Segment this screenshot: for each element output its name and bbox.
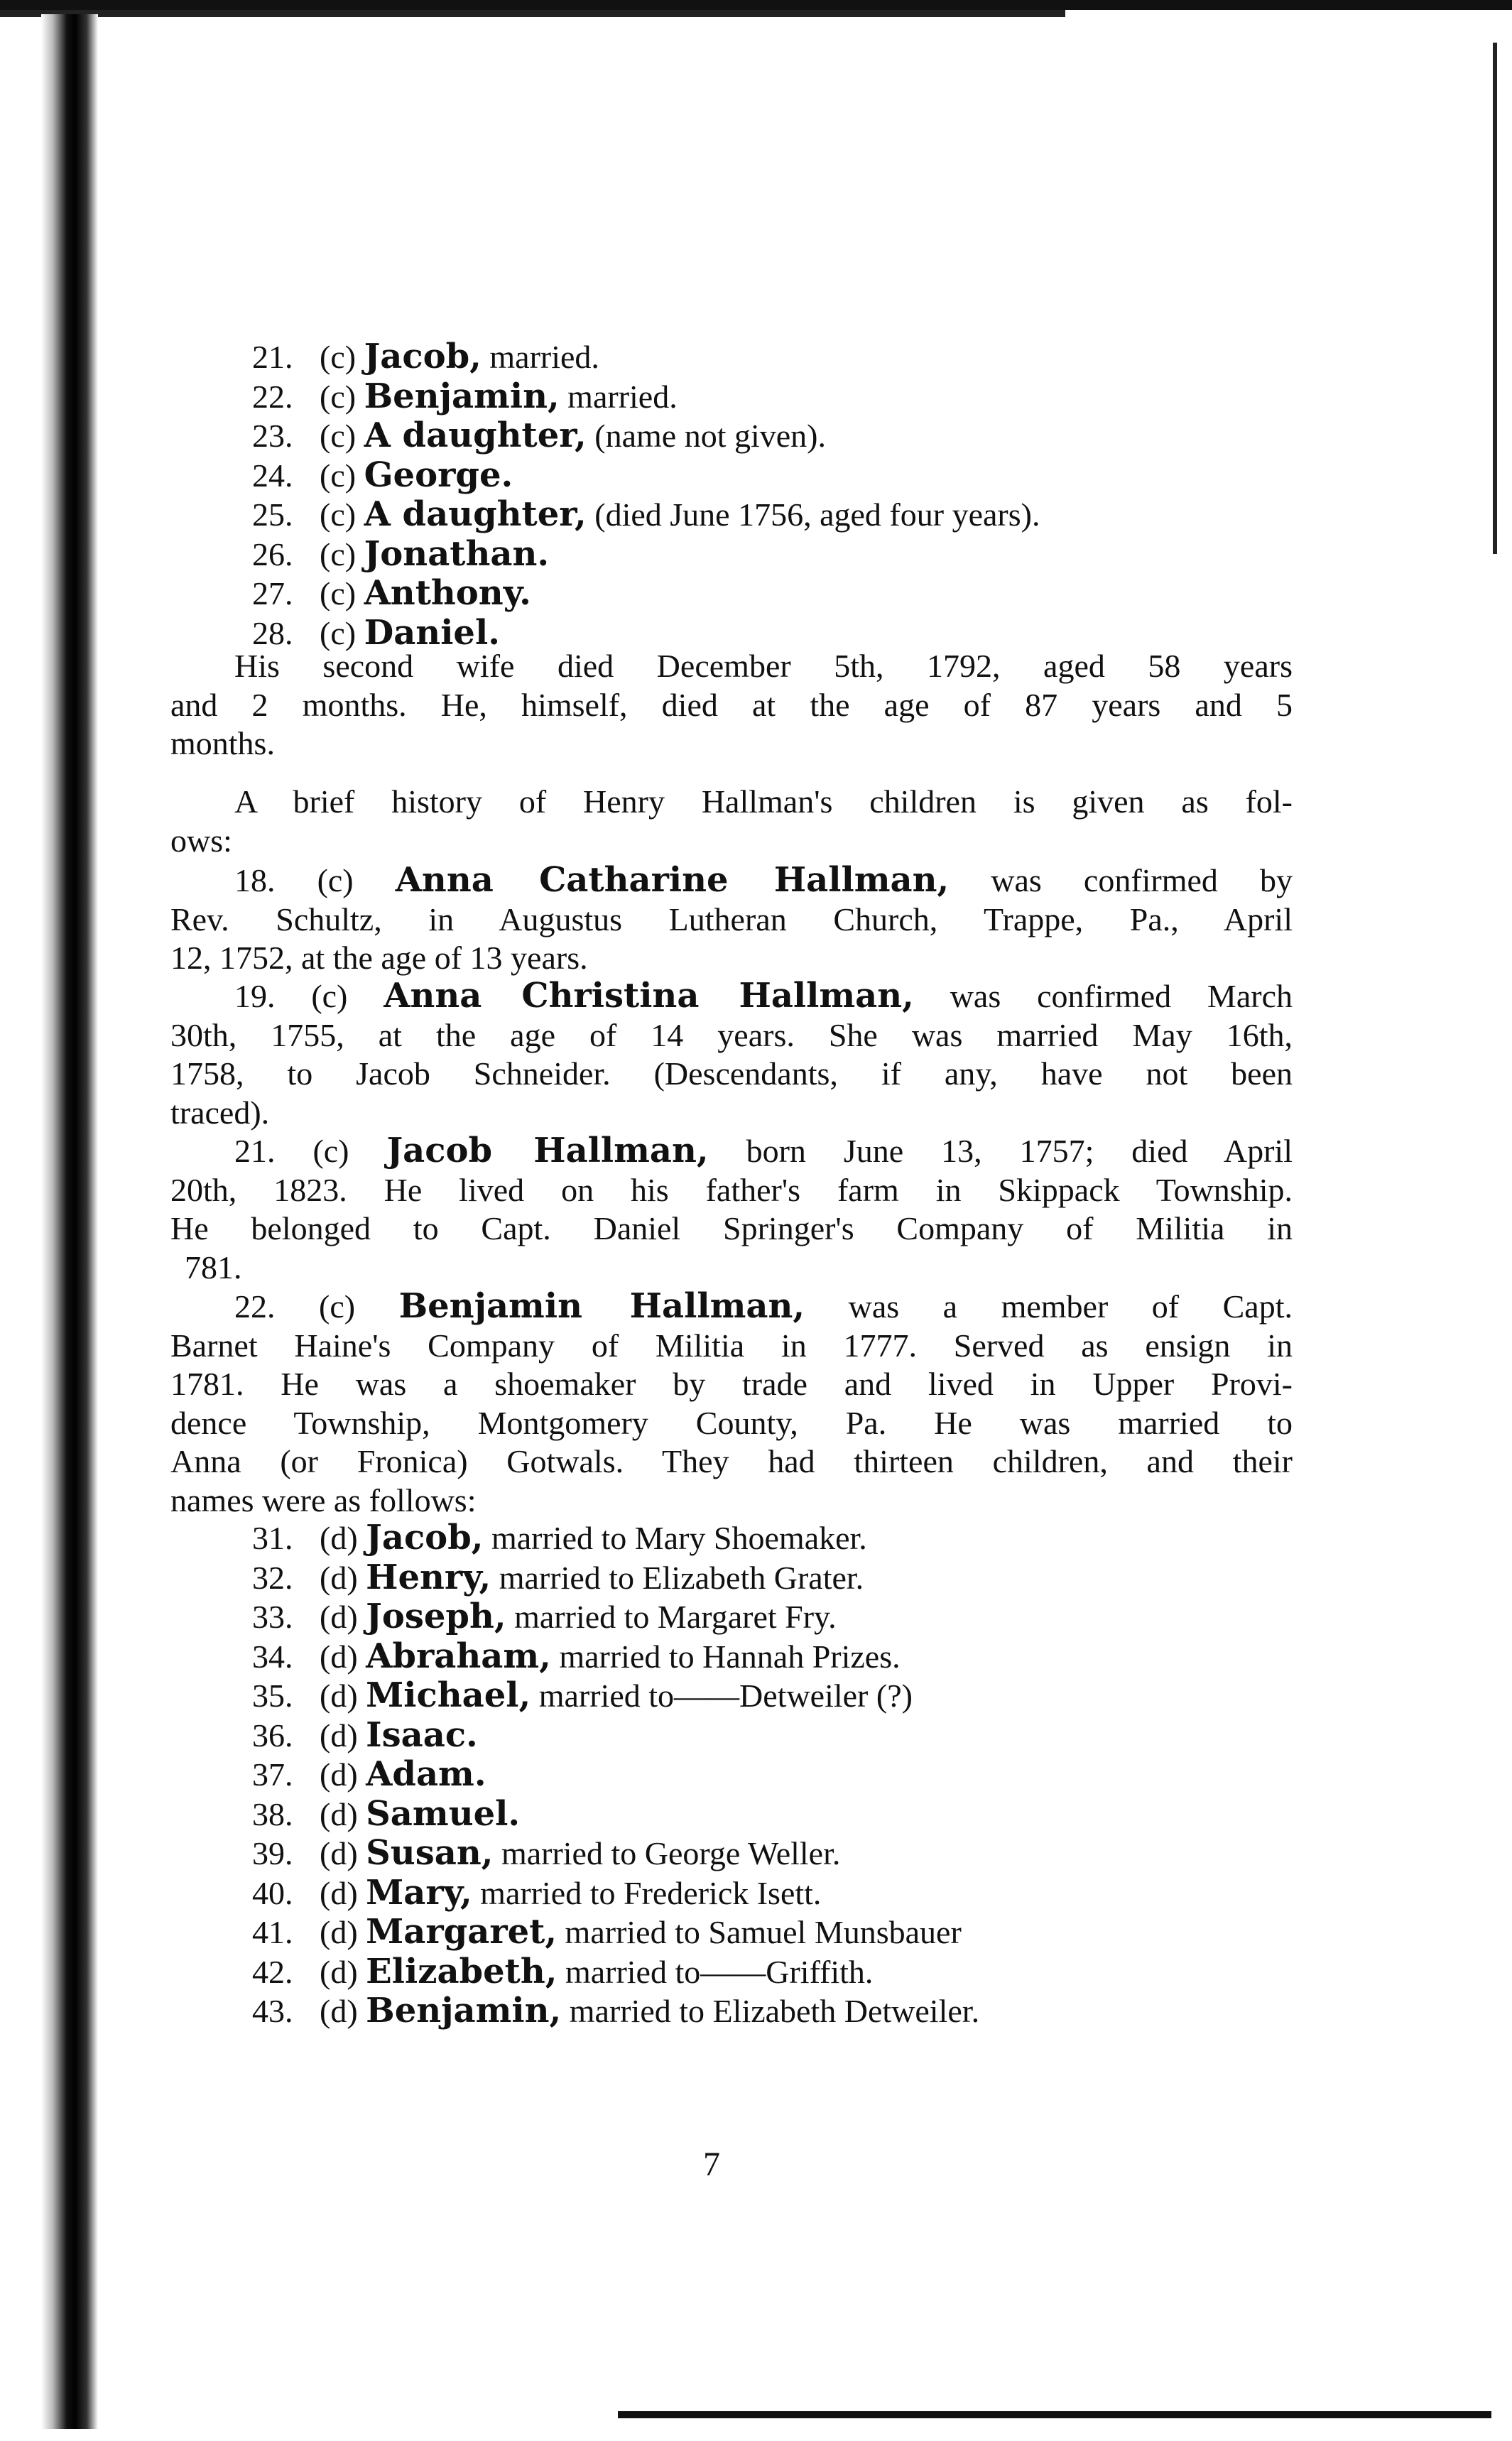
second-wife-line-2: and 2 months. He, himself, died at the age of 87 years and 5 (170, 686, 1293, 723)
entry-19-line-2: 30th, 1755, at the age of 14 years. She was married May 16th, (170, 1016, 1293, 1053)
entry-18-first: was confirmed by (949, 862, 1293, 898)
child-d-entry (170, 1874, 1293, 1913)
entry-18-lead: 18. (c) (234, 862, 396, 898)
entry-22-line-4: dence Township, Montgomery County, Pa. He was married to (170, 1404, 1293, 1441)
entry-name: Jacob, (364, 337, 482, 376)
generation-marker: (c) (320, 418, 357, 454)
child-c-entry (170, 495, 1293, 535)
entry-number: 23. (252, 418, 293, 454)
entry-name: A daughter, (364, 494, 587, 534)
generation-marker: (d) (320, 1953, 358, 1990)
entry-number: 40. (252, 1874, 293, 1911)
generation-marker: (d) (320, 1874, 358, 1911)
page-binding-edge (41, 14, 98, 2429)
child-d-entry (170, 1558, 1293, 1598)
entry-number: 35. (252, 1678, 293, 1714)
child-d-entry (170, 1518, 1293, 1558)
entry-18-first-line (170, 861, 1293, 901)
entry-22-line-3: 1781. He was a shoemaker by trade and lived in Upper Provi- (170, 1366, 1293, 1402)
entry-number: 43. (252, 1993, 293, 2029)
second-wife-line-1: His second wife died December 5th, 1792, aged 58 years (234, 648, 1293, 684)
entry-21-name: Jacob Hallman, (386, 1131, 709, 1170)
generation-marker: (c) (320, 614, 357, 651)
generation-marker: (d) (320, 1638, 358, 1675)
entry-22-paragraph (170, 1287, 1293, 1520)
child-d-entry (170, 1952, 1293, 1992)
entry-detail: married to Mary Shoemaker. (483, 1520, 867, 1556)
entry-22-line-5: Anna (or Fronica) Gotwals. They had thirteen children, and their (170, 1443, 1293, 1479)
entry-name: Jonathan. (364, 533, 550, 574)
top-border (0, 0, 1512, 10)
entry-detail: married to Elizabeth Detweiler. (561, 1993, 980, 2029)
entry-number: 25. (252, 496, 293, 533)
generation-marker: (c) (320, 575, 357, 611)
entry-detail: married to Margaret Fry. (506, 1599, 837, 1635)
entry-detail: (died June 1756, aged four years). (586, 496, 1040, 533)
generation-marker: (d) (320, 1678, 358, 1714)
generation-marker: (c) (320, 378, 357, 415)
child-d-entry (170, 1834, 1293, 1874)
child-d-entry (170, 1755, 1293, 1795)
entry-name: Daniel. (364, 612, 500, 653)
entry-19-name: Anna Christina Hallman, (384, 976, 914, 1016)
top-border-shadow (0, 10, 1065, 17)
child-d-entry (170, 1716, 1293, 1756)
entry-name: Isaac. (366, 1714, 478, 1755)
entry-18-line-2: Rev. Schultz, in Augustus Lutheran Church, Trappe, Pa., April (170, 901, 1293, 937)
entry-18-paragraph (170, 861, 1293, 978)
entry-22-name: Benjamin Hallman, (398, 1286, 805, 1326)
entry-21-line-4: 781. (185, 1249, 242, 1285)
entry-number: 28. (252, 614, 293, 651)
entry-22-first-line (170, 1287, 1293, 1327)
entry-detail: married to Samuel Munsbauer (557, 1914, 962, 1950)
brief-history-line-2: ows: (170, 822, 232, 859)
child-d-entry (170, 1795, 1293, 1834)
generation-marker: (d) (320, 1520, 358, 1556)
entry-19-first: was confirmed March (913, 978, 1293, 1014)
generation-marker: (d) (320, 1835, 358, 1871)
entry-19-line-4: traced). (170, 1094, 270, 1131)
entry-number: 36. (252, 1717, 293, 1754)
entry-detail: married to Frederick Isett. (472, 1874, 822, 1911)
entry-19-line-3: 1758, to Jacob Schneider. (Descendants, if any, have not been (170, 1055, 1293, 1092)
children-list-d (170, 1518, 1293, 2031)
entry-name: Henry, (366, 1557, 491, 1597)
generation-marker: (d) (320, 1717, 358, 1754)
entry-name: Margaret, (366, 1912, 558, 1952)
entry-number: 26. (252, 536, 293, 572)
generation-marker: (d) (320, 1559, 358, 1596)
entry-name: Mary, (366, 1872, 472, 1913)
entry-number: 39. (252, 1835, 293, 1871)
second-wife-paragraph (170, 647, 1293, 763)
entry-name: Adam. (366, 1754, 486, 1794)
entry-detail: married. (481, 339, 599, 375)
entry-22-line-2: Barnet Haine's Company of Militia in 1777. Served as ensign in (170, 1327, 1293, 1364)
entry-name: Anthony. (364, 573, 531, 613)
entry-18-line-3: 12, 1752, at the age of 13 years. (170, 940, 588, 976)
entry-19-paragraph (170, 977, 1293, 1132)
entry-detail: married. (559, 378, 678, 415)
entry-name: Joseph, (366, 1597, 506, 1636)
entry-21-line-3: He belonged to Capt. Daniel Springer's Company of Militia in (170, 1210, 1293, 1246)
entry-21-lead: 21. (c) (234, 1133, 387, 1169)
entry-number: 41. (252, 1914, 293, 1950)
generation-marker: (d) (320, 1993, 358, 2029)
generation-marker: (c) (320, 457, 357, 494)
generation-marker: (d) (320, 1756, 358, 1793)
brief-history-line-1: A brief history of Henry Hallman's children is given as fol- (234, 783, 1293, 820)
generation-marker: (c) (320, 339, 357, 375)
child-c-entry (170, 416, 1293, 456)
generation-marker: (d) (320, 1599, 358, 1635)
child-c-entry (170, 377, 1293, 417)
entry-name: A daughter, (364, 415, 587, 455)
entry-22-lead: 22. (c) (234, 1288, 399, 1325)
entry-name: Susan, (366, 1833, 494, 1873)
entry-name: Elizabeth, (366, 1951, 558, 1991)
entry-detail: (name not given). (586, 418, 826, 454)
child-d-entry (170, 1676, 1293, 1716)
child-d-entry (170, 1991, 1293, 2031)
entry-detail: married to——Griffith. (557, 1953, 874, 1990)
entry-detail: married to Elizabeth Grater. (491, 1559, 864, 1596)
entry-detail: married to Hannah Prizes. (550, 1638, 901, 1675)
entry-name: Michael, (366, 1675, 531, 1715)
entry-number: 32. (252, 1559, 293, 1596)
generation-marker: (c) (320, 496, 357, 533)
entry-21-paragraph (170, 1131, 1293, 1287)
generation-marker: (d) (320, 1914, 358, 1950)
child-c-entry (170, 456, 1293, 496)
entry-number: 21. (252, 339, 293, 375)
right-border (1493, 43, 1497, 554)
entry-21-line-2: 20th, 1823. He lived on his father's farm in Skippack Township. (170, 1171, 1293, 1208)
entry-21-first: born June 13, 1757; died April (708, 1133, 1293, 1169)
entry-number: 33. (252, 1599, 293, 1635)
children-list-c (170, 337, 1293, 653)
child-c-entry (170, 535, 1293, 575)
entry-number: 24. (252, 457, 293, 494)
page-number: 7 (703, 2146, 720, 2183)
generation-marker: (c) (320, 536, 357, 572)
entry-19-lead: 19. (c) (234, 978, 384, 1014)
entry-18-name: Anna Catharine Hallman, (395, 860, 950, 900)
entry-name: Jacob, (366, 1518, 484, 1557)
entry-name: Benjamin, (366, 1991, 562, 2030)
second-wife-line-3: months. (170, 725, 275, 761)
entry-number: 34. (252, 1638, 293, 1675)
entry-21-first-line (170, 1131, 1293, 1171)
child-d-entry (170, 1637, 1293, 1677)
entry-number: 27. (252, 575, 293, 611)
entry-name: Samuel. (366, 1793, 521, 1834)
entry-detail: married to——Detweiler (?) (531, 1678, 913, 1714)
child-c-entry (170, 574, 1293, 614)
entry-number: 37. (252, 1756, 293, 1793)
entry-22-line-6: names were as follows: (170, 1482, 477, 1518)
brief-history-paragraph (170, 783, 1293, 860)
entry-name: George. (364, 455, 513, 495)
entry-number: 42. (252, 1953, 293, 1990)
entry-number: 38. (252, 1795, 293, 1832)
child-c-entry (170, 337, 1293, 377)
entry-name: Benjamin, (364, 376, 560, 416)
entry-19-first-line (170, 977, 1293, 1016)
entry-number: 31. (252, 1520, 293, 1556)
entry-detail: married to George Weller. (493, 1835, 841, 1871)
entry-number: 22. (252, 378, 293, 415)
child-d-entry (170, 1597, 1293, 1637)
generation-marker: (d) (320, 1795, 358, 1832)
entry-name: Abraham, (366, 1636, 551, 1676)
bottom-border (618, 2411, 1491, 2418)
entry-22-first: was a member of Capt. (805, 1288, 1293, 1325)
child-d-entry (170, 1913, 1293, 1952)
